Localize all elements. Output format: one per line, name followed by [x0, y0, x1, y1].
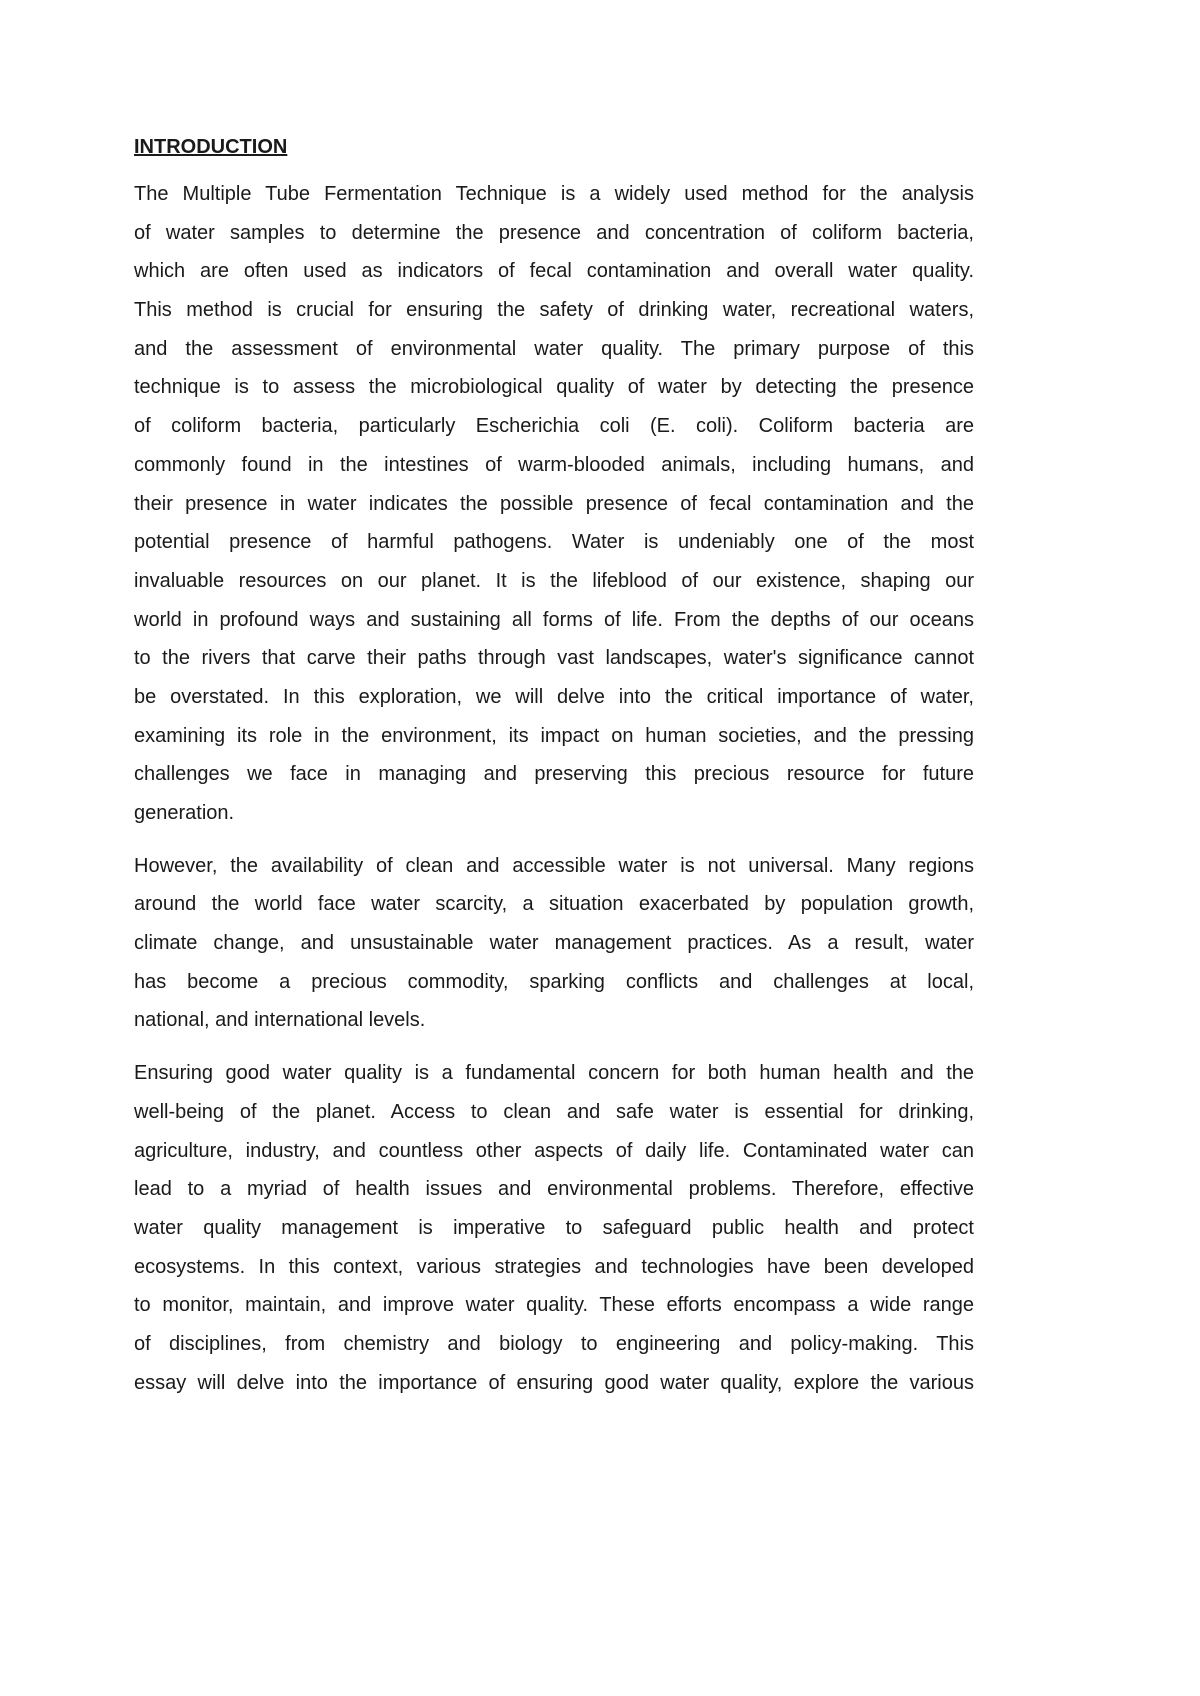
text-line: However, the availability of clean and accessible water is not universal. Many regions — [134, 854, 974, 877]
text-line: lead to a myriad of health issues and environmental problems. Therefore, effective — [134, 1178, 974, 1201]
text-line: to the rivers that carve their paths through vast landscapes, water's significance cannot — [134, 647, 974, 670]
text-line: national, and international levels. — [134, 1009, 426, 1032]
text-line: and the assessment of environmental water quality. The primary purpose of this — [134, 337, 974, 360]
text-line: water quality management is imperative to safeguard public health and protect — [134, 1216, 974, 1239]
text-line: world in profound ways and sustaining all forms of life. From the depths of our oceans — [134, 608, 974, 631]
text-line: ecosystems. In this context, various strategies and technologies have been developed — [134, 1255, 974, 1278]
text-line: well-being of the planet. Access to clean and safe water is essential for drinking, — [134, 1100, 974, 1123]
text-line: has become a precious commodity, sparking conflicts and challenges at local, — [134, 970, 974, 993]
text-line: Ensuring good water quality is a fundamental concern for both human health and the — [134, 1062, 974, 1085]
paragraph — [134, 1054, 974, 1402]
document-page — [134, 133, 974, 1416]
paragraph — [134, 847, 974, 1040]
text-line: their presence in water indicates the possible presence of fecal contamination and the — [134, 492, 974, 515]
text-line: of water samples to determine the presence and concentration of coliform bacteria, — [134, 221, 974, 244]
text-line: technique is to assess the microbiological quality of water by detecting the presence — [134, 376, 974, 399]
text-line: The Multiple Tube Fermentation Technique is a widely used method for the analysis — [134, 183, 974, 205]
text-line: agriculture, industry, and countless other aspects of daily life. Contaminated water can — [134, 1139, 974, 1162]
text-line: be overstated. In this exploration, we will delve into the critical importance of water, — [134, 685, 974, 708]
text-line: to monitor, maintain, and improve water quality. These efforts encompass a wide range — [134, 1294, 974, 1317]
text-line: This method is crucial for ensuring the safety of drinking water, recreational waters, — [134, 299, 974, 322]
text-line: invaluable resources on our planet. It is the lifeblood of our existence, shaping our — [134, 569, 974, 592]
text-line: commonly found in the intestines of warm-blooded animals, including humans, and — [134, 453, 974, 476]
text-line: of coliform bacteria, particularly Escherichia coli (E. coli). Coliform bacteria are — [134, 415, 974, 438]
paragraph — [134, 175, 974, 833]
text-line: of disciplines, from chemistry and biology to engineering and policy-making. This — [134, 1332, 974, 1355]
text-line: generation. — [134, 802, 235, 824]
text-line: climate change, and unsustainable water management practices. As a result, water — [134, 932, 974, 955]
text-line: potential presence of harmful pathogens. Water is undeniably one of the most — [134, 531, 974, 554]
document-body — [134, 175, 974, 1402]
section-heading: INTRODUCTION — [134, 136, 288, 158]
text-line: around the world face water scarcity, a situation exacerbated by population growth, — [134, 893, 974, 916]
text-line: examining its role in the environment, its impact on human societies, and the pressing — [134, 724, 974, 747]
text-line: which are often used as indicators of fecal contamination and overall water quality. — [134, 260, 974, 283]
text-line: essay will delve into the importance of ensuring good water quality, explore the various — [134, 1371, 974, 1394]
text-line: challenges we face in managing and preserving this precious resource for future — [134, 763, 974, 786]
